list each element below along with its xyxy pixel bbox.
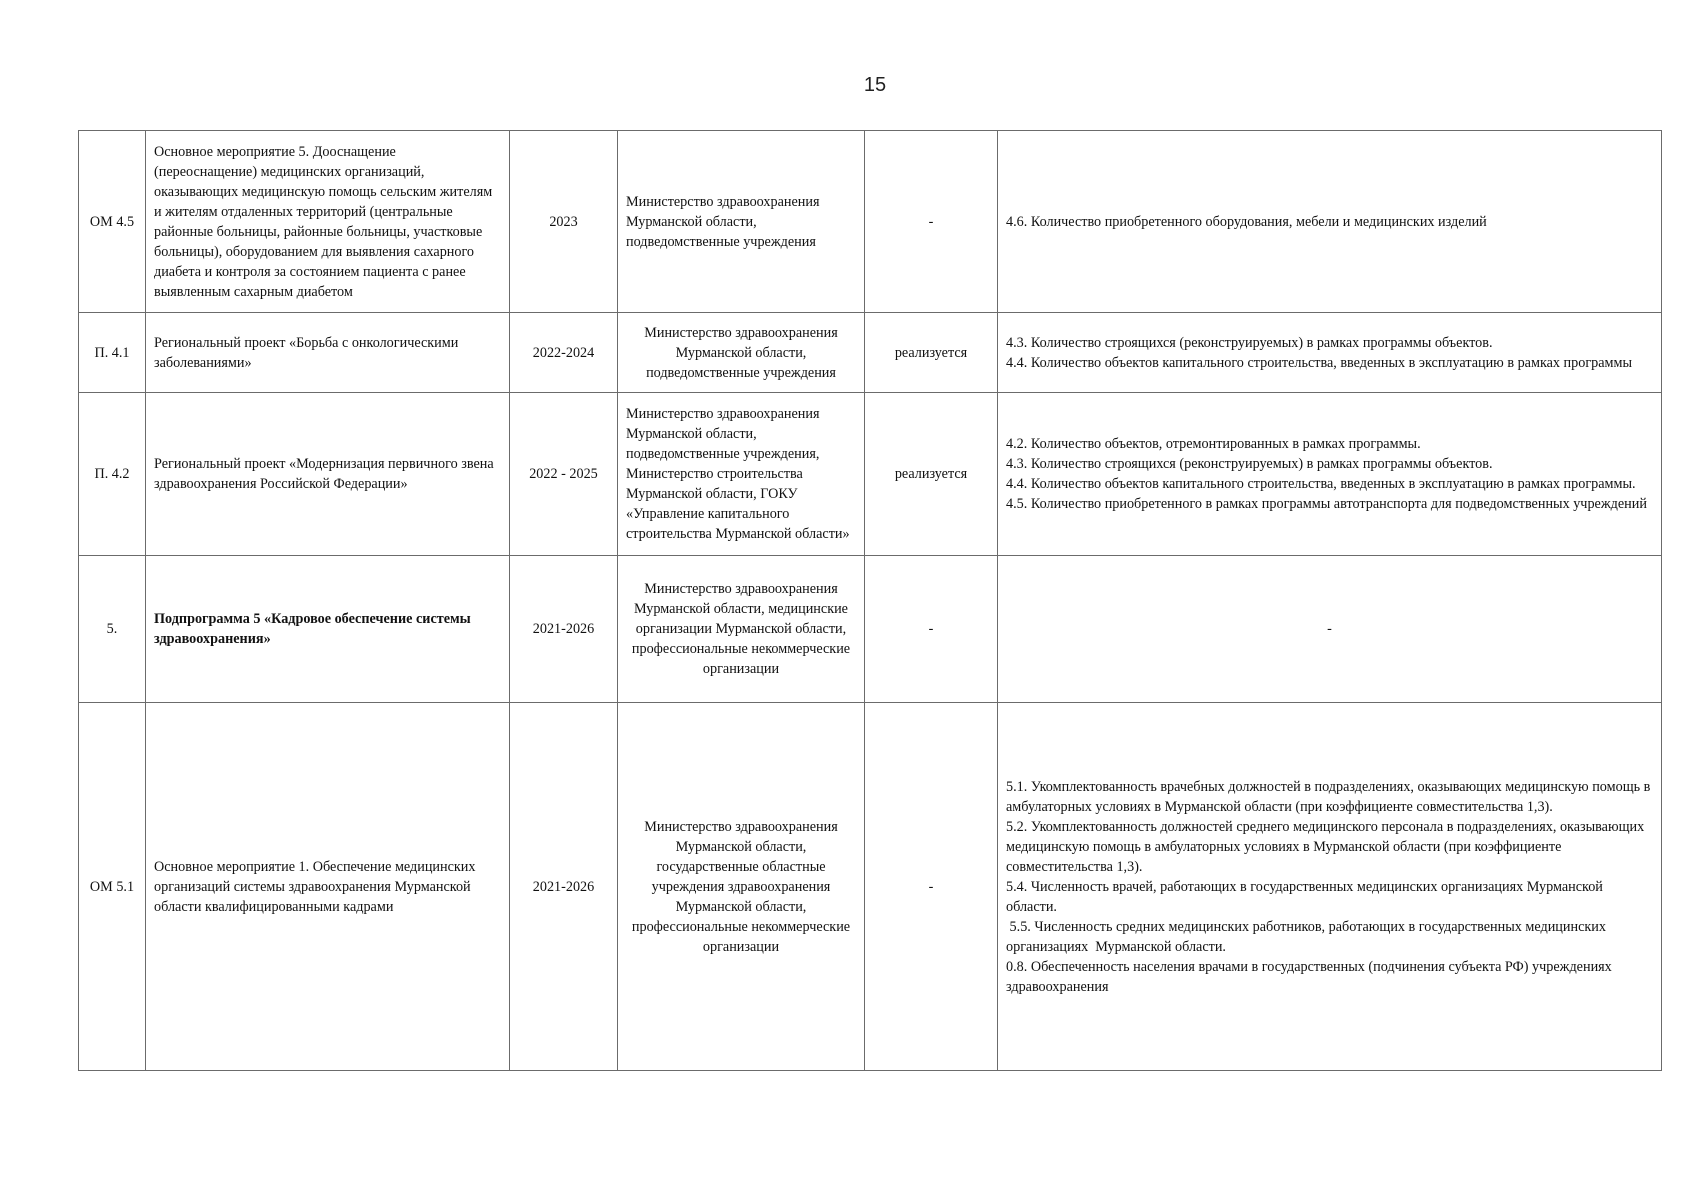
row-subprogram-name: Подпрограмма 5 «Кадровое обеспечение системы здравоохранения» (146, 556, 510, 703)
table-row (79, 131, 1662, 313)
row-indicators (998, 131, 1662, 313)
indicator-item: 4.2. Количество объектов, отремонтированных в рамках программы. (1006, 436, 1421, 452)
row-event-name: Региональный проект «Борьба с онкологическими заболеваниями» (146, 313, 510, 393)
table-row (79, 556, 1662, 703)
indicator-item: 4.4. Количество объектов капитального строительства, введенных в эксплуатацию в рамках программы. (1006, 476, 1636, 492)
row-years: 2021-2026 (510, 703, 618, 1071)
row-code: 5. (79, 556, 146, 703)
table-row (79, 393, 1662, 556)
indicator-item: 4.4. Количество объектов капитального строительства, введенных в эксплуатацию в рамках программы (1006, 354, 1633, 371)
row-event-name: Региональный проект «Модернизация первичного звена здравоохранения Российской Федерации» (146, 393, 510, 556)
row-status: - (865, 131, 998, 313)
row-executors: Министерство здравоохранения Мурманской области, медицинские организации Мурманской области, профессиональные некоммерческие организации (618, 556, 865, 703)
row-executors: Министерство здравоохранения Мурманской области, подведомственные учреждения, Министерство строительства Мурманской области, ГОКУ «Управление капитального строительства Мурманской области» (618, 393, 865, 556)
indicator-item: 5.1. Укомплектованность врачебных должностей в подразделениях, оказывающих медицинскую помощь в амбулаторных условиях в Мурманской области (при коэффициенте совместительства 1,3). (1006, 778, 1651, 815)
row-status: - (865, 556, 998, 703)
indicator-item: 5.5. Численность средних медицинских работников, работающих в государственных медицинских организациях Мурманской области. (1006, 918, 1610, 955)
row-code: ОМ 4.5 (79, 131, 146, 313)
table-row (79, 703, 1662, 1071)
indicator-item: 4.5. Количество приобретенного в рамках программы автотранспорта для подведомственных учреждений (1006, 496, 1647, 512)
table-row (79, 313, 1662, 393)
row-executors: Министерство здравоохранения Мурманской области, подведомственные учреждения (618, 131, 865, 313)
indicator-item: 5.2. Укомплектованность должностей среднего медицинского персонала в подразделениях, оказывающих медицинскую помощь в амбулаторных условиях в Мурманской области (при коэффициенте совместительства 1,3). (1006, 818, 1645, 875)
indicator-item: 4.3. Количество строящихся (реконструируемых) в рамках программы объектов. (1006, 456, 1493, 472)
row-code: П. 4.2 (79, 393, 146, 556)
page-number: 15 (863, 74, 887, 96)
indicator-item: 0.8. Обеспеченность населения врачами в государственных (подчинения субъекта РФ) учреждениях здравоохранения (1006, 958, 1612, 995)
row-executors: Министерство здравоохранения Мурманской области, государственные областные учреждения здравоохранения Мурманской области, профессиональные некоммерческие организации (618, 703, 865, 1071)
row-status: реализуется (865, 393, 998, 556)
indicator-item: 4.6. Количество приобретенного оборудования, мебели и медицинских изделий (1006, 213, 1487, 230)
row-code: ОМ 5.1 (79, 703, 146, 1071)
row-status: - (865, 703, 998, 1071)
indicator-item: 4.3. Количество строящихся (реконструируемых) в рамках программы объектов. (1006, 334, 1493, 351)
row-code: П. 4.1 (79, 313, 146, 393)
row-indicators (998, 703, 1662, 1071)
row-years: 2022 - 2025 (510, 393, 618, 556)
row-executors: Министерство здравоохранения Мурманской области, подведомственные учреждения (618, 313, 865, 393)
row-status: реализуется (865, 313, 998, 393)
row-indicators (998, 393, 1662, 556)
row-indicators (998, 313, 1662, 393)
indicator-item: - (1327, 621, 1332, 637)
indicator-item: 5.4. Численность врачей, работающих в государственных медицинских организациях Мурманской области. (1006, 878, 1603, 915)
row-event-name: Основное мероприятие 5. Дооснащение (переоснащение) медицинских организаций, оказывающих медицинскую помощь сельским жителям и жителям отдаленных территорий (центральные районные больницы, районные больницы, участковые больницы), оборудованием для выявления сахарного диабета и контроля за состоянием пациента с ранее выявленным сахарным диабетом (146, 131, 510, 313)
row-indicators (998, 556, 1662, 703)
row-years: 2021-2026 (510, 556, 618, 703)
row-years: 2022-2024 (510, 313, 618, 393)
row-years: 2023 (510, 131, 618, 313)
program-events-table (78, 130, 1662, 1071)
row-event-name: Основное мероприятие 1. Обеспечение медицинских организаций системы здравоохранения Мурманской области квалифицированными кадрами (146, 703, 510, 1071)
